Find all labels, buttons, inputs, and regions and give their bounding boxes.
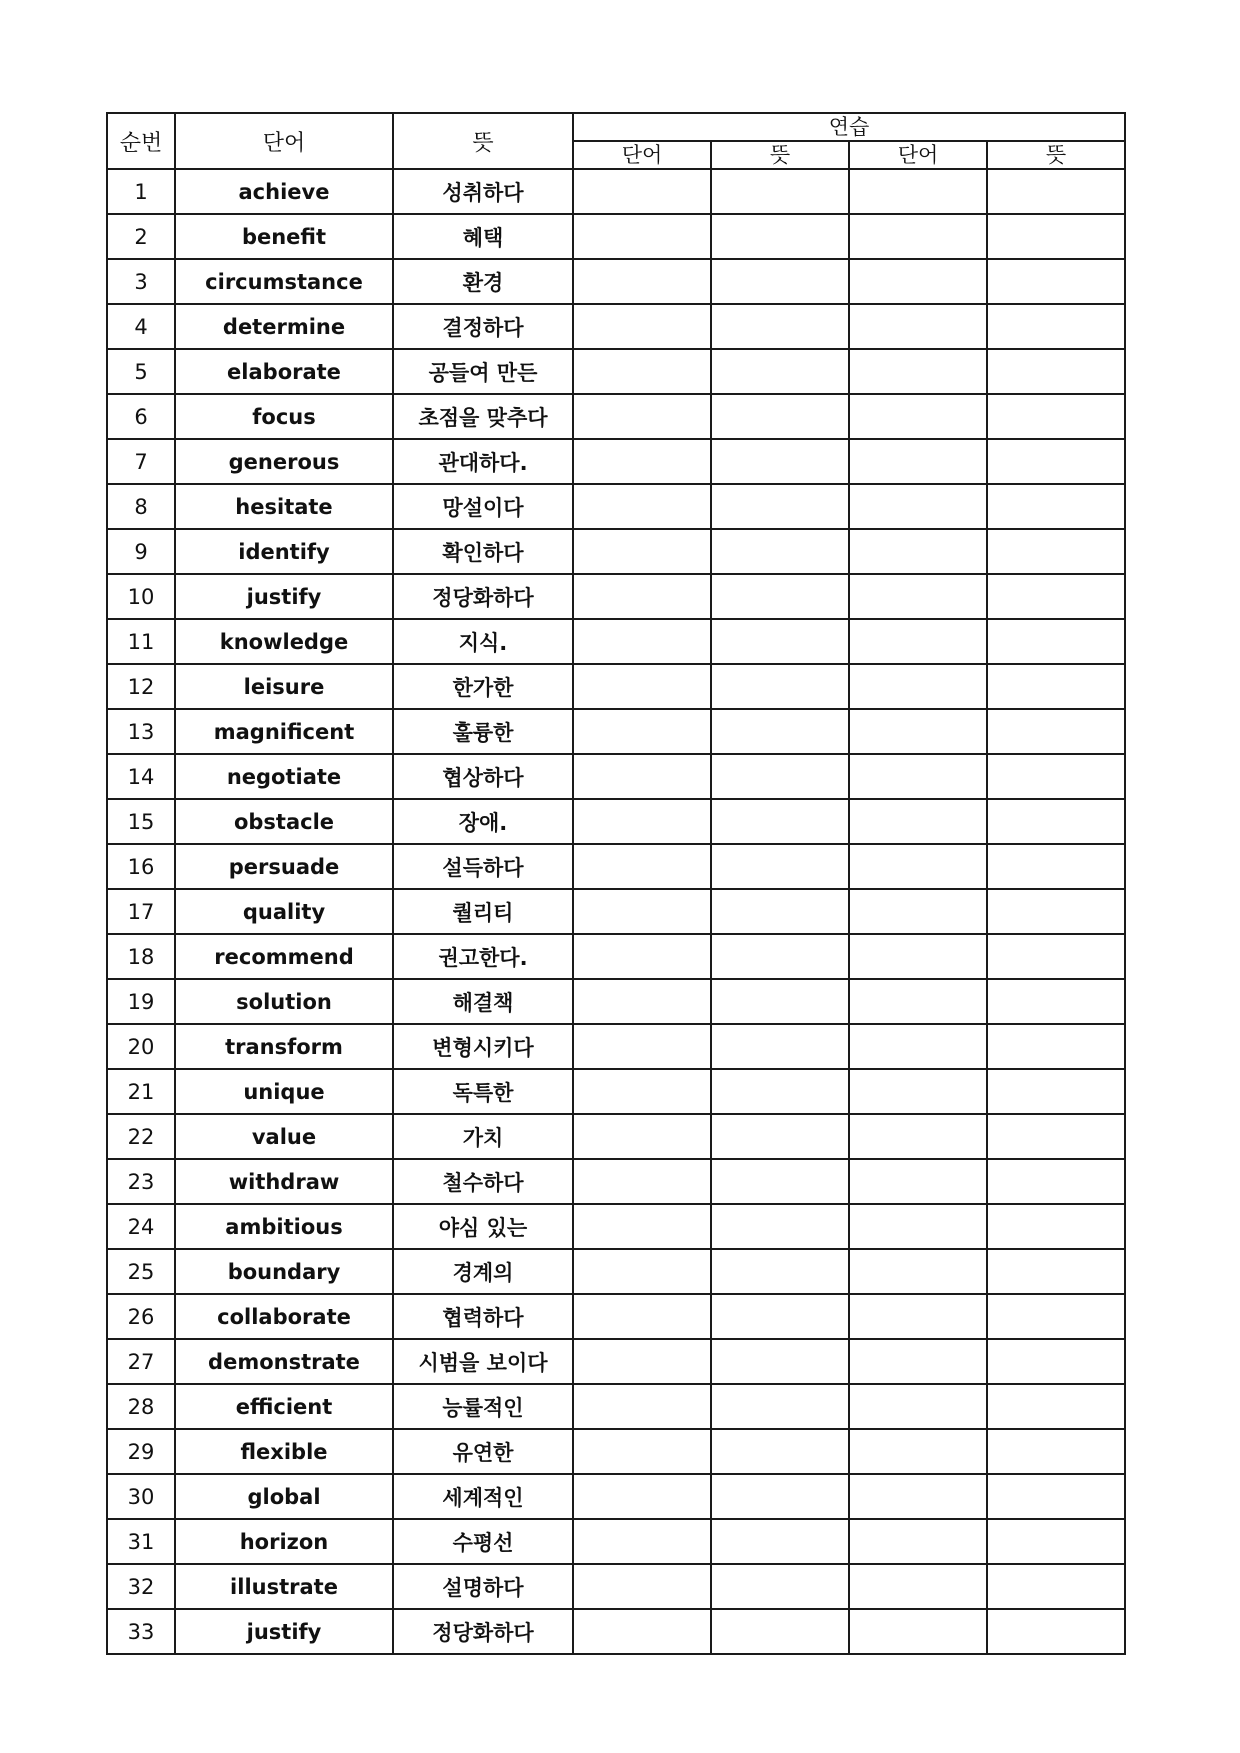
practice-meaning-cell-1[interactable] xyxy=(711,1249,849,1294)
row-number: 13 xyxy=(107,709,175,754)
row-word: leisure xyxy=(175,664,393,709)
row-word: flexible xyxy=(175,1429,393,1474)
table-row xyxy=(107,439,1125,484)
practice-word-cell-2[interactable] xyxy=(849,1564,987,1609)
row-number: 11 xyxy=(107,619,175,664)
practice-word-cell-1[interactable] xyxy=(573,1609,711,1654)
practice-meaning-cell-1[interactable] xyxy=(711,304,849,349)
row-number: 22 xyxy=(107,1114,175,1159)
practice-meaning-cell-2[interactable] xyxy=(987,1384,1125,1429)
row-word: persuade xyxy=(175,844,393,889)
row-number: 26 xyxy=(107,1294,175,1339)
practice-word-cell-2[interactable] xyxy=(849,574,987,619)
practice-meaning-cell-1[interactable] xyxy=(711,169,849,214)
row-meaning: 세계적인 xyxy=(393,1474,573,1519)
row-number: 6 xyxy=(107,394,175,439)
practice-meaning-cell-2[interactable] xyxy=(987,1474,1125,1519)
practice-meaning-cell-1[interactable] xyxy=(711,889,849,934)
practice-word-cell-1[interactable] xyxy=(573,1024,711,1069)
header-practice: 연습 xyxy=(573,113,1125,141)
table-row xyxy=(107,1294,1125,1339)
practice-meaning-cell-1[interactable] xyxy=(711,1474,849,1519)
practice-meaning-cell-1[interactable] xyxy=(711,799,849,844)
practice-word-cell-1[interactable] xyxy=(573,799,711,844)
row-number: 12 xyxy=(107,664,175,709)
table-row xyxy=(107,619,1125,664)
row-word: benefit xyxy=(175,214,393,259)
table-row xyxy=(107,394,1125,439)
header-word: 단어 xyxy=(175,113,393,169)
row-meaning: 협상하다 xyxy=(393,754,573,799)
row-number: 2 xyxy=(107,214,175,259)
row-number: 9 xyxy=(107,529,175,574)
row-word: collaborate xyxy=(175,1294,393,1339)
row-word: generous xyxy=(175,439,393,484)
practice-meaning-cell-1[interactable] xyxy=(711,619,849,664)
practice-meaning-cell-1[interactable] xyxy=(711,1519,849,1564)
row-number: 8 xyxy=(107,484,175,529)
practice-meaning-cell-1[interactable] xyxy=(711,1069,849,1114)
practice-word-cell-2[interactable] xyxy=(849,934,987,979)
practice-meaning-cell-1[interactable] xyxy=(711,1159,849,1204)
table-row xyxy=(107,1159,1125,1204)
practice-meaning-cell-1[interactable] xyxy=(711,214,849,259)
header-number: 순번 xyxy=(107,113,175,169)
practice-meaning-cell-2[interactable] xyxy=(987,664,1125,709)
row-word: focus xyxy=(175,394,393,439)
practice-word-cell-1[interactable] xyxy=(573,754,711,799)
row-word: justify xyxy=(175,574,393,619)
row-number: 20 xyxy=(107,1024,175,1069)
practice-word-cell-1[interactable] xyxy=(573,1384,711,1429)
row-word: illustrate xyxy=(175,1564,393,1609)
practice-word-cell-1[interactable] xyxy=(573,259,711,304)
practice-word-cell-1[interactable] xyxy=(573,484,711,529)
table-row xyxy=(107,934,1125,979)
practice-meaning-cell-1[interactable] xyxy=(711,1294,849,1339)
row-word: magnificent xyxy=(175,709,393,754)
row-number: 19 xyxy=(107,979,175,1024)
row-meaning: 성취하다 xyxy=(393,169,573,214)
practice-word-cell-2[interactable] xyxy=(849,349,987,394)
row-meaning: 환경 xyxy=(393,259,573,304)
practice-meaning-cell-2[interactable] xyxy=(987,619,1125,664)
table-row xyxy=(107,1519,1125,1564)
practice-word-cell-2[interactable] xyxy=(849,169,987,214)
practice-word-cell-2[interactable] xyxy=(849,1024,987,1069)
practice-word-cell-1[interactable] xyxy=(573,304,711,349)
vocabulary-table xyxy=(106,112,1126,1655)
row-meaning: 독특한 xyxy=(393,1069,573,1114)
practice-word-cell-2[interactable] xyxy=(849,1339,987,1384)
practice-word-cell-2[interactable] xyxy=(849,979,987,1024)
practice-word-cell-1[interactable] xyxy=(573,529,711,574)
row-meaning: 장애. xyxy=(393,799,573,844)
practice-meaning-cell-2[interactable] xyxy=(987,484,1125,529)
row-meaning: 훌륭한 xyxy=(393,709,573,754)
practice-word-cell-1[interactable] xyxy=(573,1204,711,1249)
table-row xyxy=(107,1339,1125,1384)
practice-word-cell-1[interactable] xyxy=(573,979,711,1024)
practice-meaning-cell-2[interactable] xyxy=(987,259,1125,304)
practice-word-cell-2[interactable] xyxy=(849,1474,987,1519)
table-row xyxy=(107,1024,1125,1069)
row-meaning: 지식. xyxy=(393,619,573,664)
row-word: elaborate xyxy=(175,349,393,394)
practice-meaning-cell-2[interactable] xyxy=(987,1564,1125,1609)
practice-meaning-cell-2[interactable] xyxy=(987,754,1125,799)
header-practice-word-1: 단어 xyxy=(573,141,711,169)
row-word: boundary xyxy=(175,1249,393,1294)
table-row xyxy=(107,844,1125,889)
practice-meaning-cell-2[interactable] xyxy=(987,844,1125,889)
row-number: 23 xyxy=(107,1159,175,1204)
practice-word-cell-1[interactable] xyxy=(573,1069,711,1114)
practice-meaning-cell-1[interactable] xyxy=(711,1429,849,1474)
row-word: hesitate xyxy=(175,484,393,529)
table-row xyxy=(107,484,1125,529)
row-number: 3 xyxy=(107,259,175,304)
practice-meaning-cell-1[interactable] xyxy=(711,1024,849,1069)
row-meaning: 권고한다. xyxy=(393,934,573,979)
table-row xyxy=(107,169,1125,214)
row-meaning: 시범을 보이다 xyxy=(393,1339,573,1384)
row-number: 33 xyxy=(107,1609,175,1654)
practice-meaning-cell-1[interactable] xyxy=(711,1609,849,1654)
header-practice-word-2: 단어 xyxy=(849,141,987,169)
row-meaning: 한가한 xyxy=(393,664,573,709)
table-row xyxy=(107,349,1125,394)
row-number: 4 xyxy=(107,304,175,349)
practice-word-cell-1[interactable] xyxy=(573,1159,711,1204)
row-word: transform xyxy=(175,1024,393,1069)
practice-word-cell-2[interactable] xyxy=(849,1249,987,1294)
header-practice-meaning-2: 뜻 xyxy=(987,141,1125,169)
practice-word-cell-1[interactable] xyxy=(573,619,711,664)
practice-meaning-cell-1[interactable] xyxy=(711,1204,849,1249)
table-row xyxy=(107,304,1125,349)
table-row xyxy=(107,259,1125,304)
practice-word-cell-1[interactable] xyxy=(573,1519,711,1564)
practice-meaning-cell-2[interactable] xyxy=(987,214,1125,259)
row-meaning: 변형시키다 xyxy=(393,1024,573,1069)
row-number: 25 xyxy=(107,1249,175,1294)
row-word: circumstance xyxy=(175,259,393,304)
practice-meaning-cell-2[interactable] xyxy=(987,1249,1125,1294)
row-number: 5 xyxy=(107,349,175,394)
practice-meaning-cell-2[interactable] xyxy=(987,349,1125,394)
practice-word-cell-2[interactable] xyxy=(849,754,987,799)
row-word: recommend xyxy=(175,934,393,979)
row-number: 32 xyxy=(107,1564,175,1609)
row-meaning: 가치 xyxy=(393,1114,573,1159)
row-meaning: 수평선 xyxy=(393,1519,573,1564)
table-row xyxy=(107,664,1125,709)
practice-word-cell-2[interactable] xyxy=(849,1519,987,1564)
row-meaning: 혜택 xyxy=(393,214,573,259)
practice-meaning-cell-2[interactable] xyxy=(987,1294,1125,1339)
practice-word-cell-1[interactable] xyxy=(573,934,711,979)
practice-meaning-cell-2[interactable] xyxy=(987,799,1125,844)
practice-meaning-cell-2[interactable] xyxy=(987,169,1125,214)
practice-word-cell-1[interactable] xyxy=(573,1474,711,1519)
row-meaning: 확인하다 xyxy=(393,529,573,574)
practice-word-cell-1[interactable] xyxy=(573,214,711,259)
practice-meaning-cell-1[interactable] xyxy=(711,259,849,304)
header-practice-meaning-1: 뜻 xyxy=(711,141,849,169)
practice-meaning-cell-2[interactable] xyxy=(987,529,1125,574)
row-number: 7 xyxy=(107,439,175,484)
practice-meaning-cell-1[interactable] xyxy=(711,709,849,754)
practice-meaning-cell-1[interactable] xyxy=(711,844,849,889)
row-number: 18 xyxy=(107,934,175,979)
practice-word-cell-2[interactable] xyxy=(849,529,987,574)
practice-word-cell-2[interactable] xyxy=(849,1114,987,1159)
table-row xyxy=(107,754,1125,799)
header-meaning: 뜻 xyxy=(393,113,573,169)
practice-word-cell-2[interactable] xyxy=(849,799,987,844)
practice-word-cell-1[interactable] xyxy=(573,1339,711,1384)
practice-word-cell-2[interactable] xyxy=(849,1384,987,1429)
table-body xyxy=(107,169,1125,1654)
practice-word-cell-2[interactable] xyxy=(849,619,987,664)
row-meaning: 유연한 xyxy=(393,1429,573,1474)
practice-word-cell-1[interactable] xyxy=(573,664,711,709)
table-row xyxy=(107,214,1125,259)
practice-meaning-cell-2[interactable] xyxy=(987,1069,1125,1114)
practice-word-cell-2[interactable] xyxy=(849,439,987,484)
practice-word-cell-1[interactable] xyxy=(573,1564,711,1609)
practice-word-cell-2[interactable] xyxy=(849,1294,987,1339)
practice-word-cell-2[interactable] xyxy=(849,664,987,709)
row-word: demonstrate xyxy=(175,1339,393,1384)
practice-word-cell-2[interactable] xyxy=(849,1429,987,1474)
row-meaning: 결정하다 xyxy=(393,304,573,349)
practice-word-cell-1[interactable] xyxy=(573,349,711,394)
row-number: 24 xyxy=(107,1204,175,1249)
practice-word-cell-1[interactable] xyxy=(573,709,711,754)
practice-word-cell-1[interactable] xyxy=(573,574,711,619)
practice-meaning-cell-1[interactable] xyxy=(711,349,849,394)
row-meaning: 경계의 xyxy=(393,1249,573,1294)
row-meaning: 공들여 만든 xyxy=(393,349,573,394)
practice-meaning-cell-1[interactable] xyxy=(711,664,849,709)
practice-meaning-cell-1[interactable] xyxy=(711,934,849,979)
practice-meaning-cell-2[interactable] xyxy=(987,439,1125,484)
practice-meaning-cell-2[interactable] xyxy=(987,1159,1125,1204)
table-row xyxy=(107,1114,1125,1159)
table-row xyxy=(107,1474,1125,1519)
row-number: 10 xyxy=(107,574,175,619)
practice-word-cell-2[interactable] xyxy=(849,1159,987,1204)
practice-word-cell-2[interactable] xyxy=(849,1069,987,1114)
row-word: justify xyxy=(175,1609,393,1654)
row-meaning: 관대하다. xyxy=(393,439,573,484)
row-meaning: 능률적인 xyxy=(393,1384,573,1429)
practice-meaning-cell-1[interactable] xyxy=(711,979,849,1024)
row-number: 15 xyxy=(107,799,175,844)
row-word: obstacle xyxy=(175,799,393,844)
practice-word-cell-2[interactable] xyxy=(849,844,987,889)
table-row xyxy=(107,979,1125,1024)
practice-word-cell-1[interactable] xyxy=(573,1294,711,1339)
row-meaning: 망설이다 xyxy=(393,484,573,529)
practice-meaning-cell-2[interactable] xyxy=(987,889,1125,934)
row-word: solution xyxy=(175,979,393,1024)
row-word: quality xyxy=(175,889,393,934)
practice-word-cell-2[interactable] xyxy=(849,709,987,754)
practice-meaning-cell-2[interactable] xyxy=(987,1339,1125,1384)
table-row xyxy=(107,529,1125,574)
practice-word-cell-1[interactable] xyxy=(573,1114,711,1159)
row-number: 17 xyxy=(107,889,175,934)
practice-meaning-cell-2[interactable] xyxy=(987,1204,1125,1249)
row-meaning: 퀄리티 xyxy=(393,889,573,934)
row-meaning: 해결책 xyxy=(393,979,573,1024)
practice-meaning-cell-2[interactable] xyxy=(987,934,1125,979)
practice-word-cell-2[interactable] xyxy=(849,394,987,439)
practice-word-cell-1[interactable] xyxy=(573,889,711,934)
row-meaning: 초점을 맞추다 xyxy=(393,394,573,439)
row-meaning: 설득하다 xyxy=(393,844,573,889)
row-number: 30 xyxy=(107,1474,175,1519)
table-row xyxy=(107,1429,1125,1474)
table-row xyxy=(107,799,1125,844)
practice-word-cell-2[interactable] xyxy=(849,484,987,529)
practice-meaning-cell-1[interactable] xyxy=(711,439,849,484)
row-number: 16 xyxy=(107,844,175,889)
practice-meaning-cell-2[interactable] xyxy=(987,709,1125,754)
practice-word-cell-1[interactable] xyxy=(573,1249,711,1294)
practice-meaning-cell-1[interactable] xyxy=(711,754,849,799)
practice-meaning-cell-1[interactable] xyxy=(711,484,849,529)
row-number: 14 xyxy=(107,754,175,799)
practice-meaning-cell-2[interactable] xyxy=(987,304,1125,349)
practice-meaning-cell-2[interactable] xyxy=(987,979,1125,1024)
practice-meaning-cell-2[interactable] xyxy=(987,1519,1125,1564)
practice-meaning-cell-2[interactable] xyxy=(987,394,1125,439)
practice-meaning-cell-1[interactable] xyxy=(711,1339,849,1384)
row-meaning: 설명하다 xyxy=(393,1564,573,1609)
row-number: 29 xyxy=(107,1429,175,1474)
practice-meaning-cell-2[interactable] xyxy=(987,1429,1125,1474)
row-word: global xyxy=(175,1474,393,1519)
row-word: achieve xyxy=(175,169,393,214)
vocabulary-worksheet xyxy=(106,112,1124,1655)
practice-word-cell-2[interactable] xyxy=(849,1204,987,1249)
row-meaning: 협력하다 xyxy=(393,1294,573,1339)
table-row xyxy=(107,1069,1125,1114)
practice-meaning-cell-2[interactable] xyxy=(987,574,1125,619)
table-row xyxy=(107,574,1125,619)
practice-word-cell-1[interactable] xyxy=(573,394,711,439)
practice-meaning-cell-1[interactable] xyxy=(711,529,849,574)
practice-word-cell-2[interactable] xyxy=(849,889,987,934)
table-row xyxy=(107,1204,1125,1249)
row-word: identify xyxy=(175,529,393,574)
table-row xyxy=(107,1249,1125,1294)
practice-meaning-cell-2[interactable] xyxy=(987,1024,1125,1069)
practice-meaning-cell-1[interactable] xyxy=(711,394,849,439)
practice-meaning-cell-1[interactable] xyxy=(711,574,849,619)
row-word: horizon xyxy=(175,1519,393,1564)
table-row xyxy=(107,1384,1125,1429)
practice-word-cell-2[interactable] xyxy=(849,214,987,259)
practice-meaning-cell-2[interactable] xyxy=(987,1609,1125,1654)
table-row xyxy=(107,709,1125,754)
row-word: unique xyxy=(175,1069,393,1114)
practice-word-cell-1[interactable] xyxy=(573,439,711,484)
row-word: knowledge xyxy=(175,619,393,664)
row-meaning: 야심 있는 xyxy=(393,1204,573,1249)
row-word: negotiate xyxy=(175,754,393,799)
row-word: determine xyxy=(175,304,393,349)
table-row xyxy=(107,1564,1125,1609)
practice-word-cell-1[interactable] xyxy=(573,1429,711,1474)
row-number: 21 xyxy=(107,1069,175,1114)
practice-word-cell-1[interactable] xyxy=(573,169,711,214)
practice-word-cell-1[interactable] xyxy=(573,844,711,889)
practice-word-cell-2[interactable] xyxy=(849,1609,987,1654)
row-word: ambitious xyxy=(175,1204,393,1249)
row-meaning: 철수하다 xyxy=(393,1159,573,1204)
row-number: 1 xyxy=(107,169,175,214)
row-meaning: 정당화하다 xyxy=(393,1609,573,1654)
practice-word-cell-2[interactable] xyxy=(849,259,987,304)
practice-meaning-cell-1[interactable] xyxy=(711,1384,849,1429)
table-row xyxy=(107,889,1125,934)
row-word: withdraw xyxy=(175,1159,393,1204)
row-word: value xyxy=(175,1114,393,1159)
row-number: 28 xyxy=(107,1384,175,1429)
row-number: 31 xyxy=(107,1519,175,1564)
practice-word-cell-2[interactable] xyxy=(849,304,987,349)
practice-meaning-cell-1[interactable] xyxy=(711,1564,849,1609)
practice-meaning-cell-1[interactable] xyxy=(711,1114,849,1159)
row-meaning: 정당화하다 xyxy=(393,574,573,619)
row-number: 27 xyxy=(107,1339,175,1384)
row-word: efficient xyxy=(175,1384,393,1429)
practice-meaning-cell-2[interactable] xyxy=(987,1114,1125,1159)
table-row xyxy=(107,1609,1125,1654)
